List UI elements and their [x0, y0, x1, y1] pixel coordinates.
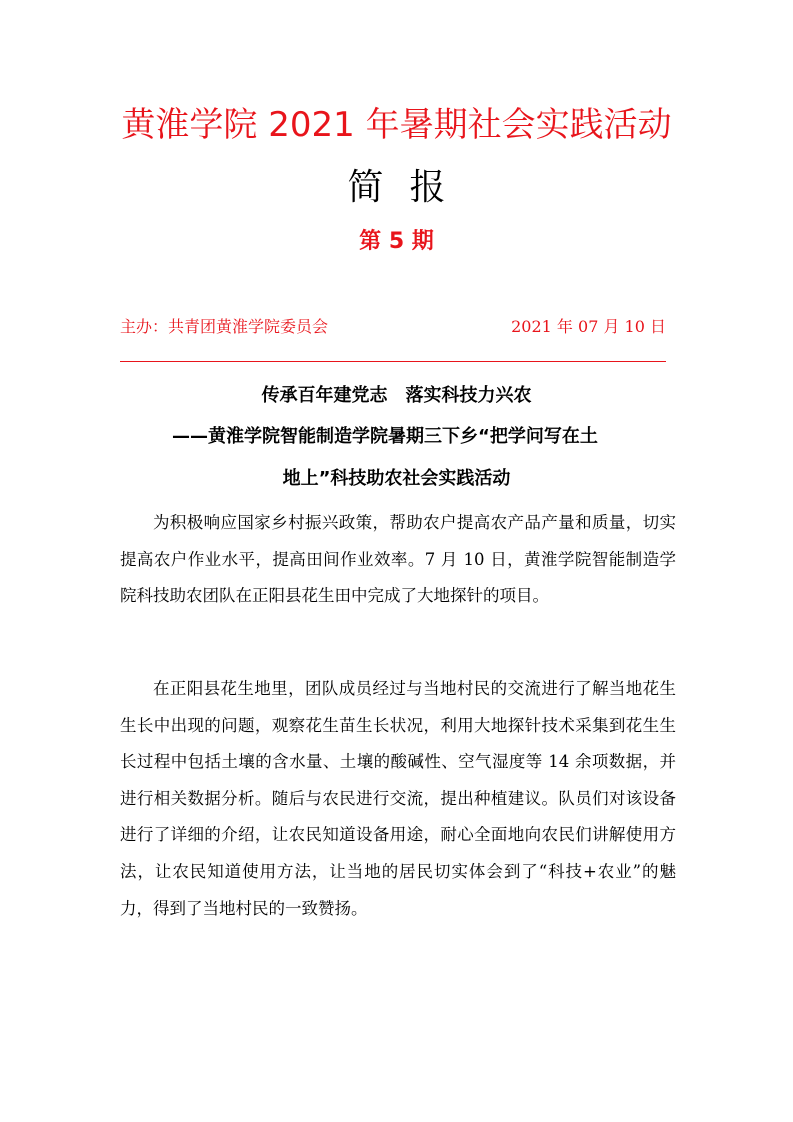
issue-number: 第 5 期 [359, 229, 434, 254]
bulletin-doc-type: 简报 [347, 167, 472, 208]
article-subtitle-line-2: 地上”科技助农社会实践活动 [282, 468, 511, 489]
article-paragraph-2: 在正阳县花生地里，团队成员经过与当地村民的交流进行了解当地花生生长中出现的问题，观察花生苗生长状况，利用大地探针技术采集到花生生长过程中包括土壤的含水量、土壤的酸碱性、空气湿度等 14 余项数据，并进行相关数据分析。随后与农民进行交流，提出种植建议。队员们对该设备进行了详细的介绍，让农民知道设备用途，耐心全面地向农民们讲解使用方法，让农民知道使用方法，让当地的居民切实体会到了“科技+农业”的魅力，得到了当地村民的一致赞扬。 [120, 679, 676, 918]
article-paragraph-1: 为积极响应国家乡村振兴政策，帮助农户提高农产品产量和质量，切实提高农户作业水平，提高田间作业效率。7 月 10 日，黄淮学院智能制造学院科技助农团队在正阳县花生田中完成了大地探针的项目。 [120, 513, 676, 606]
publish-date: 2021 年 07 月 10 日 [511, 317, 666, 336]
masthead-divider [120, 361, 666, 362]
article-title: 传承百年建党志 落实科技力兴农 [261, 385, 532, 406]
sponsor-label: 主办：共青团黄淮学院委员会 [120, 317, 329, 336]
masthead-row [120, 314, 666, 340]
article-subtitle-line-1: ——黄淮学院智能制造学院暑期三下乡“把学问写在土 [172, 426, 598, 447]
bulletin-title: 黄淮学院 2021 年暑期社会实践活动 [121, 105, 672, 145]
